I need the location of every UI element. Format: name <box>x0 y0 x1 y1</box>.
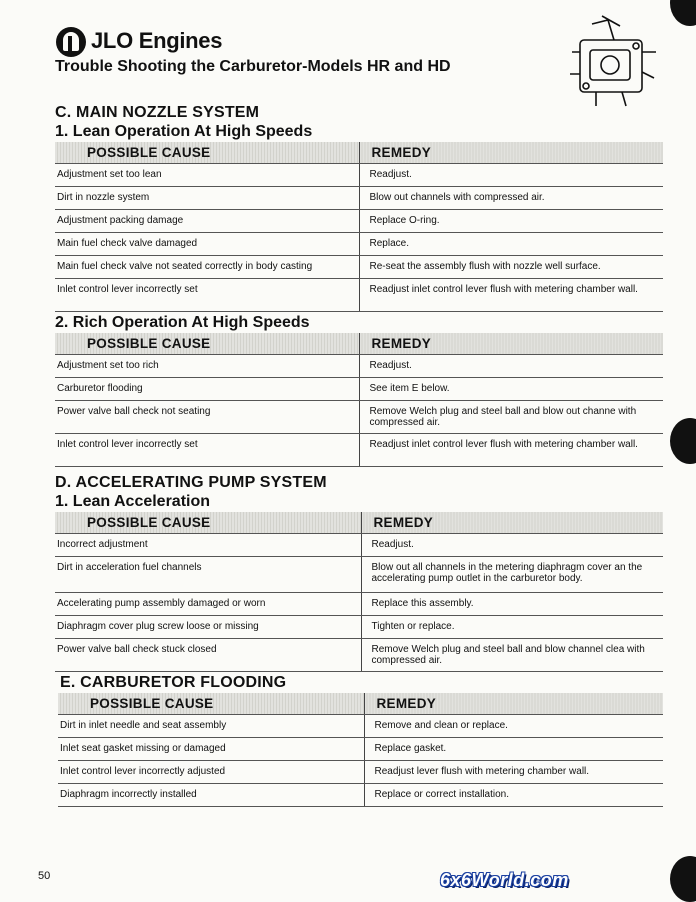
remedy-cell: Replace O-ring. <box>359 210 663 233</box>
section-d1-title: 1. Lean Acceleration <box>55 493 211 510</box>
table-row <box>58 761 663 784</box>
lean-acceleration-table <box>55 512 663 672</box>
possible-cause-header: POSSIBLE CAUSE <box>55 512 361 534</box>
table-header-row <box>58 693 663 715</box>
section-c2-title: 2. Rich Operation At High Speeds <box>55 314 310 331</box>
remedy-cell: Readjust. <box>359 355 663 378</box>
lean-high-speed-table <box>55 142 663 312</box>
table-header-row <box>55 142 663 164</box>
table-row <box>55 279 663 312</box>
jlo-logo-icon <box>56 27 86 57</box>
remedy-cell: Remove and clean or replace. <box>364 715 663 738</box>
cause-cell: Carburetor flooding <box>55 378 359 401</box>
cause-cell: Inlet control lever incorrectly adjusted <box>58 761 364 784</box>
cause-cell: Inlet control lever incorrectly set <box>55 434 359 467</box>
remedy-cell: See item E below. <box>359 378 663 401</box>
remedy-cell: Replace this assembly. <box>361 593 663 616</box>
cause-cell: Accelerating pump assembly damaged or worn <box>55 593 361 616</box>
possible-cause-header: POSSIBLE CAUSE <box>58 693 364 715</box>
section-c-heading: C. MAIN NOZZLE SYSTEM <box>55 104 260 121</box>
cause-cell: Main fuel check valve damaged <box>55 233 359 256</box>
remedy-cell: Blow out all channels in the metering diaphragm cover an the accelerating pump outlet in the carburetor body. <box>361 557 663 593</box>
binding-hole-icon <box>670 418 696 464</box>
cause-cell: Adjustment set too rich <box>55 355 359 378</box>
cause-cell: Incorrect adjustment <box>55 534 361 557</box>
rich-high-speed-table <box>55 333 663 467</box>
possible-cause-header: POSSIBLE CAUSE <box>55 142 359 164</box>
remedy-cell: Readjust. <box>359 164 663 187</box>
remedy-cell: Remove Welch plug and steel ball and blow out channe with compressed air. <box>359 401 663 434</box>
page-number: 50 <box>38 870 51 882</box>
brand-name: JLO Engines <box>91 28 223 53</box>
document-title: Trouble Shooting the Carburetor-Models HR and HD <box>55 58 451 75</box>
cause-cell: Diaphragm cover plug screw loose or missing <box>55 616 361 639</box>
remedy-cell: Replace or correct installation. <box>364 784 663 807</box>
table-row <box>55 557 663 593</box>
remedy-cell: Replace. <box>359 233 663 256</box>
table-row <box>58 715 663 738</box>
table-row <box>55 639 663 672</box>
cause-cell: Dirt in acceleration fuel channels <box>55 557 361 593</box>
cause-cell: Adjustment packing damage <box>55 210 359 233</box>
remedy-cell: Readjust. <box>361 534 663 557</box>
table-row <box>55 401 663 434</box>
remedy-cell: Readjust inlet control lever flush with metering chamber wall. <box>359 434 663 467</box>
section-e-heading: E. CARBURETOR FLOODING <box>60 674 287 691</box>
table-header-row <box>55 512 663 534</box>
remedy-cell: Replace gasket. <box>364 738 663 761</box>
remedy-header: REMEDY <box>364 693 663 715</box>
table-row <box>58 738 663 761</box>
table-row <box>55 210 663 233</box>
binding-hole-icon <box>670 856 696 902</box>
cause-cell: Power valve ball check not seating <box>55 401 359 434</box>
cause-cell: Adjustment set too lean <box>55 164 359 187</box>
cause-cell: Inlet seat gasket missing or damaged <box>58 738 364 761</box>
table-row <box>55 187 663 210</box>
table-row <box>55 616 663 639</box>
remedy-header: REMEDY <box>359 333 663 355</box>
carburetor-illustration-icon <box>562 12 662 112</box>
cause-cell: Power valve ball check stuck closed <box>55 639 361 672</box>
remedy-cell: Tighten or replace. <box>361 616 663 639</box>
section-c1-title: 1. Lean Operation At High Speeds <box>55 123 313 140</box>
watermark-logo: 6x6World.com <box>440 870 569 890</box>
table-row <box>55 164 663 187</box>
binding-hole-icon <box>670 0 696 26</box>
table-row <box>55 534 663 557</box>
cause-cell: Inlet control lever incorrectly set <box>55 279 359 312</box>
table-header-row <box>55 333 663 355</box>
table-row <box>55 256 663 279</box>
cause-cell: Main fuel check valve not seated correctly in body casting <box>55 256 359 279</box>
cause-cell: Diaphragm incorrectly installed <box>58 784 364 807</box>
cause-cell: Dirt in inlet needle and seat assembly <box>58 715 364 738</box>
remedy-cell: Remove Welch plug and steel ball and blow channel clea with compressed air. <box>361 639 663 672</box>
table-row <box>55 378 663 401</box>
cause-cell: Dirt in nozzle system <box>55 187 359 210</box>
table-row <box>55 434 663 467</box>
remedy-cell: Readjust inlet control lever flush with metering chamber wall. <box>359 279 663 312</box>
table-row <box>55 355 663 378</box>
remedy-cell: Blow out channels with compressed air. <box>359 187 663 210</box>
section-d-heading: D. ACCELERATING PUMP SYSTEM <box>55 474 327 491</box>
remedy-header: REMEDY <box>359 142 663 164</box>
carburetor-flooding-table <box>58 693 663 807</box>
table-row <box>55 233 663 256</box>
table-row <box>55 593 663 616</box>
remedy-cell: Re-seat the assembly flush with nozzle well surface. <box>359 256 663 279</box>
remedy-header: REMEDY <box>361 512 663 534</box>
table-row <box>58 784 663 807</box>
remedy-cell: Readjust lever flush with metering chamber wall. <box>364 761 663 784</box>
possible-cause-header: POSSIBLE CAUSE <box>55 333 359 355</box>
